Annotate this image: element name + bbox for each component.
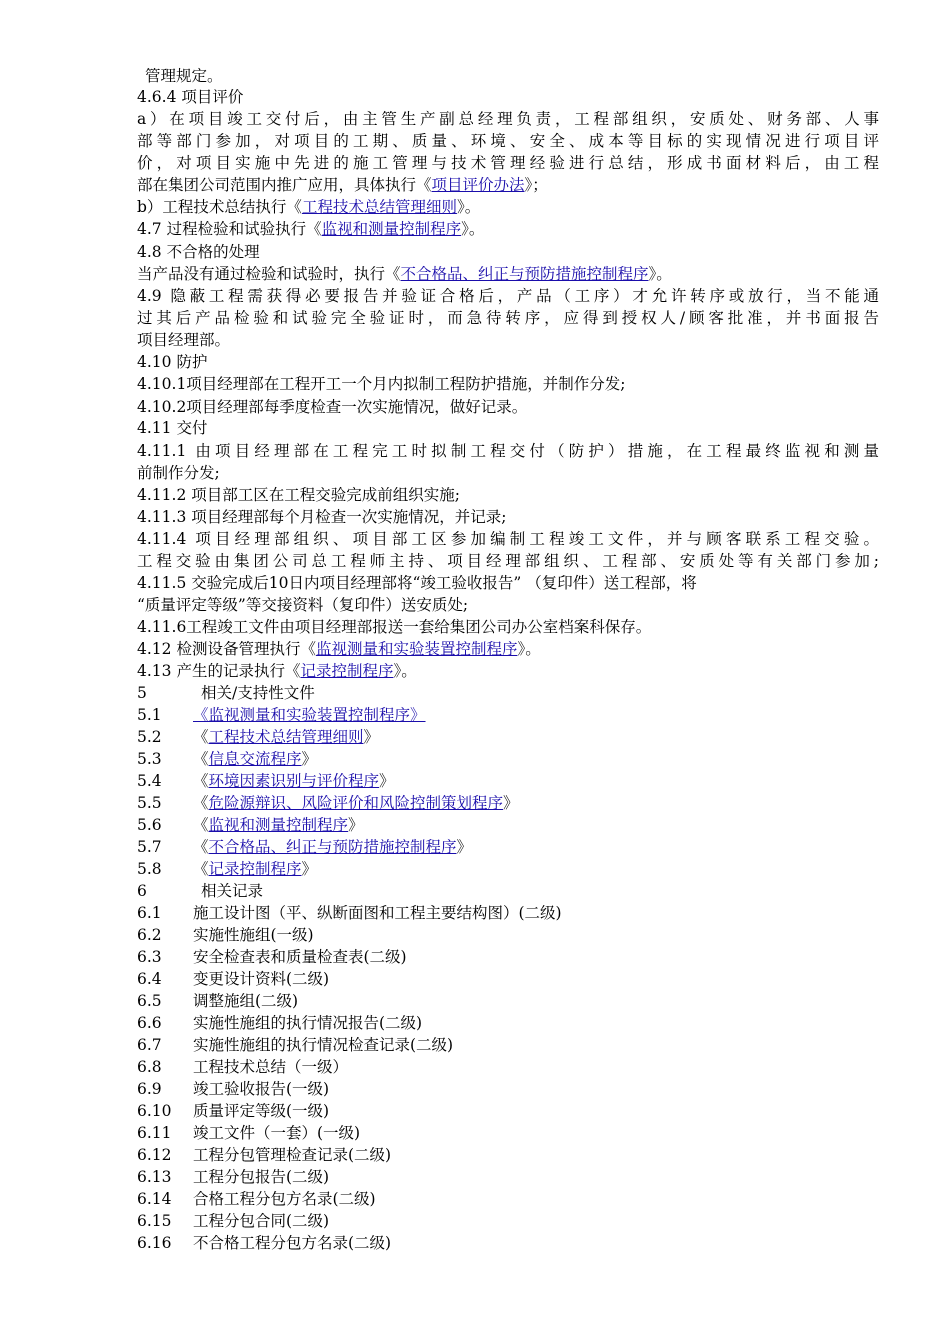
doc-line xyxy=(137,307,879,329)
doc-line xyxy=(137,506,506,528)
document-link[interactable]: 监视和测量控制程序 xyxy=(208,816,349,834)
section-number: 6.16 xyxy=(137,1234,172,1252)
line-text: 《 xyxy=(193,838,209,856)
line-text: 4.11.6工程竣工文件由项目经理部报送一套给集团公司办公室档案科保存。 xyxy=(137,618,652,636)
document-link[interactable]: 《监视测量和实验装置控制程序》 xyxy=(193,706,426,724)
line-text: 相关记录 xyxy=(201,882,264,900)
line-text: 4.11.1 由项目经理部在工程完工时拟制工程交付（防护）措施，在工程最终监视和测量 xyxy=(137,442,879,460)
doc-line xyxy=(137,836,472,858)
doc-line xyxy=(137,1144,391,1166)
line-text: 《 xyxy=(193,794,209,812)
doc-line xyxy=(137,1232,391,1254)
doc-line xyxy=(137,572,697,594)
doc-line xyxy=(137,1034,453,1056)
document-link[interactable]: 工程技术总结管理细则 xyxy=(208,728,364,746)
doc-line xyxy=(137,990,298,1012)
doc-line xyxy=(137,1078,329,1100)
line-text: 部等部门参加，对项目的工期、质量、环境、安全、成本等目标的实现情况进行项目评 xyxy=(137,132,879,150)
doc-line xyxy=(137,218,484,240)
doc-line xyxy=(137,462,220,484)
line-text: 合格工程分包方名录(二级) xyxy=(193,1190,376,1208)
document-link[interactable]: 危险源辩识、风险评价和风险控制策划程序 xyxy=(208,794,504,812)
document-link[interactable]: 项目评价办法 xyxy=(431,176,525,194)
line-text: 》 xyxy=(379,772,395,790)
doc-line xyxy=(137,616,651,638)
line-text: 4.10 防护 xyxy=(137,353,208,371)
section-number: 6 xyxy=(137,882,147,900)
doc-line xyxy=(137,1012,422,1034)
document-link[interactable]: 工程技术总结管理细则 xyxy=(301,198,457,216)
document-link[interactable]: 记录控制程序 xyxy=(208,860,302,878)
section-number: 5.5 xyxy=(137,794,162,812)
section-number: 6.15 xyxy=(137,1212,172,1230)
doc-line xyxy=(137,417,207,439)
doc-line xyxy=(137,1122,360,1144)
line-text: 实施性施组的执行情况检查记录(二级) xyxy=(193,1036,454,1054)
line-text: 当产品没有通过检验和试验时，执行《 xyxy=(137,265,401,283)
line-text: 《 xyxy=(193,816,209,834)
doc-line xyxy=(137,594,468,616)
line-text: 《 xyxy=(193,728,209,746)
line-text: b）工程技术总结执行《 xyxy=(137,198,302,216)
line-text: 》 xyxy=(363,728,380,746)
doc-line xyxy=(137,152,879,174)
line-text: 》。 xyxy=(517,640,541,658)
line-text: 《 xyxy=(193,772,209,790)
section-number: 6.1 xyxy=(137,904,162,922)
doc-line xyxy=(137,86,243,108)
section-number: 6.11 xyxy=(137,1124,172,1142)
line-text: 4.10.1项目经理部在工程开工一个月内拟制工程防护措施，并制作分发; xyxy=(137,375,626,393)
line-text: 4.11.3 项目经理部每个月检查一次实施情况，并记录; xyxy=(137,508,507,526)
document-link[interactable]: 监视和测量控制程序 xyxy=(321,220,462,238)
line-text: 安全检查表和质量检查表(二级) xyxy=(193,948,407,966)
doc-line xyxy=(137,130,879,152)
line-text: 工程交验由集团公司总工程师主持、项目经理部组织、工程部、安质处等有关部门参加; xyxy=(137,552,879,570)
line-text: 4.7 过程检验和试验执行《 xyxy=(137,220,322,238)
doc-line xyxy=(137,1166,329,1188)
doc-line xyxy=(137,968,329,990)
doc-line xyxy=(137,329,230,351)
line-text: 部在集团公司范围内推广应用，具体执行《 xyxy=(137,176,432,194)
line-text: 过其后产品检验和试验完全验证时，而急待转序，应得到授权人/顾客批准，并书面报告 xyxy=(137,309,879,327)
section-number: 6.12 xyxy=(137,1146,172,1164)
line-text: 调整施组(二级) xyxy=(193,992,299,1010)
doc-line xyxy=(137,108,879,130)
line-text: 不合格工程分包方名录(二级) xyxy=(193,1234,392,1252)
line-text: 《 xyxy=(193,860,209,878)
line-text: 4.11.2 项目部工区在工程交验完成前组织实施; xyxy=(137,486,460,504)
doc-line xyxy=(137,924,314,946)
doc-line xyxy=(137,902,562,924)
line-text: 4.11 交付 xyxy=(137,419,208,437)
doc-line xyxy=(137,285,879,307)
section-number: 6.3 xyxy=(137,948,162,966)
section-number: 6.9 xyxy=(137,1080,162,1098)
line-text: 实施性施组(一级) xyxy=(193,926,314,944)
section-number: 5.6 xyxy=(137,816,162,834)
line-text: 》。 xyxy=(461,220,485,238)
section-number: 5 xyxy=(137,684,147,702)
document-link[interactable]: 不合格品、纠正与预防措施控制程序 xyxy=(208,838,457,856)
line-text: 竣工文件（一套）(一级) xyxy=(193,1124,361,1142)
section-number: 5.4 xyxy=(137,772,162,790)
doc-line xyxy=(137,263,672,285)
section-number: 5.3 xyxy=(137,750,162,768)
section-number: 6.4 xyxy=(137,970,162,988)
line-text: 工程技术总结（一级） xyxy=(193,1058,349,1076)
line-text: 》； xyxy=(524,176,548,194)
section-number: 6.6 xyxy=(137,1014,162,1032)
section-number: 6.13 xyxy=(137,1168,172,1186)
doc-line xyxy=(137,814,364,836)
line-text: 4.11.5 交验完成后10日内项目经理部将“竣工验收报告” （复印件）送工程部，将 xyxy=(137,574,697,592)
line-text: 工程分包报告(二级) xyxy=(193,1168,330,1186)
line-text: 施工设计图（平、纵断面图和工程主要结构图）(二级) xyxy=(193,904,562,922)
section-number: 5.8 xyxy=(137,860,162,878)
doc-line xyxy=(137,174,548,196)
doc-line xyxy=(137,528,879,550)
line-text: 4.6.4 项目评价 xyxy=(137,88,244,106)
doc-line xyxy=(137,704,426,726)
doc-line xyxy=(137,880,263,902)
line-text: 》 xyxy=(503,794,519,812)
section-number: 5.7 xyxy=(137,838,162,856)
line-text: 》 xyxy=(348,816,364,834)
line-text: 4.10.2项目经理部每季度检查一次实施情况，做好记录。 xyxy=(137,398,528,416)
line-text: 质量评定等级(一级) xyxy=(193,1102,330,1120)
doc-line xyxy=(137,946,407,968)
doc-line xyxy=(137,1210,329,1232)
doc-line xyxy=(145,65,223,87)
line-text: 》。 xyxy=(456,198,481,216)
doc-line xyxy=(137,638,541,660)
doc-line xyxy=(137,484,460,506)
line-text: 前制作分发; xyxy=(137,464,220,482)
section-number: 5.2 xyxy=(137,728,162,746)
document-link[interactable]: 不合格品、纠正与预防措施控制程序 xyxy=(400,265,649,283)
line-text: 4.12 检测设备管理执行《 xyxy=(137,640,316,658)
doc-line xyxy=(137,1056,348,1078)
line-text: 4.8 不合格的处理 xyxy=(137,243,260,261)
line-text: 4.13 产生的记录执行《 xyxy=(137,662,301,680)
line-text: 》 xyxy=(301,860,318,878)
line-text: “质量评定等级”等交接资料（复印件）送安质处; xyxy=(137,596,469,614)
doc-line xyxy=(137,1188,376,1210)
line-text: 工程分包合同(二级) xyxy=(193,1212,330,1230)
doc-line xyxy=(137,726,379,748)
doc-line xyxy=(137,550,879,572)
line-text: 实施性施组的执行情况报告(二级) xyxy=(193,1014,423,1032)
line-text: 4.11.4 项目经理部组织、项目部工区参加编制工程竣工文件，并与顾客联系工程交验。 xyxy=(137,530,879,548)
doc-line xyxy=(137,682,315,704)
line-text: 》 xyxy=(456,838,473,856)
document-link[interactable]: 监视测量和实验装置控制程序 xyxy=(315,640,518,658)
doc-line xyxy=(137,792,519,814)
line-text: 4.9 隐蔽工程需获得必要报告并验证合格后，产品（工序）才允许转序或放行，当不能通 xyxy=(137,287,879,305)
line-text: a）在项目竣工交付后，由主管生产副总经理负责，工程部组织，安质处、财务部、人事 xyxy=(137,110,879,128)
section-number: 6.8 xyxy=(137,1058,162,1076)
document-link[interactable]: 记录控制程序 xyxy=(300,662,394,680)
line-text: 》 xyxy=(301,750,318,768)
section-number: 6.5 xyxy=(137,992,162,1010)
line-text: 项目经理部。 xyxy=(137,331,231,349)
doc-line xyxy=(137,196,480,218)
doc-line xyxy=(137,351,207,373)
doc-line xyxy=(137,748,317,770)
line-text: 《 xyxy=(193,750,209,768)
document-link[interactable]: 环境因素识别与评价程序 xyxy=(208,772,380,790)
section-number: 6.7 xyxy=(137,1036,162,1054)
section-number: 6.10 xyxy=(137,1102,172,1120)
document-link[interactable]: 信息交流程序 xyxy=(208,750,302,768)
doc-line xyxy=(137,396,527,418)
doc-line xyxy=(137,1100,329,1122)
doc-line xyxy=(137,373,626,395)
section-number: 5.1 xyxy=(137,706,162,724)
doc-line xyxy=(137,660,417,682)
line-text: 价，对项目实施中先进的施工管理与技术管理经验进行总结，形成书面材料后，由工程 xyxy=(137,154,879,172)
doc-line xyxy=(137,440,879,462)
line-text: 相关/支持性文件 xyxy=(201,684,315,702)
line-text: 竣工验收报告(一级) xyxy=(193,1080,330,1098)
section-number: 6.2 xyxy=(137,926,162,944)
line-text: 变更设计资料(二级) xyxy=(193,970,330,988)
line-text: 》。 xyxy=(648,265,672,283)
line-text: 工程分包管理检查记录(二级) xyxy=(193,1146,392,1164)
doc-line xyxy=(137,858,317,880)
line-text: 》。 xyxy=(393,662,417,680)
line-text: 管理规定。 xyxy=(145,67,223,85)
section-number: 6.14 xyxy=(137,1190,172,1208)
doc-line xyxy=(137,770,395,792)
doc-line xyxy=(137,241,260,263)
